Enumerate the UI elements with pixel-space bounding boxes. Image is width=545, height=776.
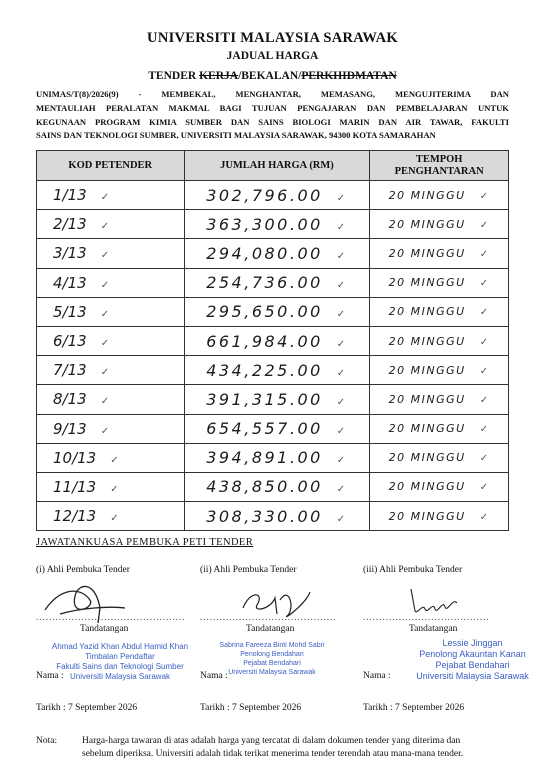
member-1-title: (i) Ahli Pembuka Tender bbox=[36, 565, 130, 575]
member-2-date: Tarikh : 7 September 2026 bbox=[200, 703, 302, 713]
header-kod-petender: KOD PETENDER bbox=[37, 151, 185, 181]
check-mark-icon: ✓ bbox=[336, 309, 348, 321]
committee-heading: JAWATANKUASA PEMBUKA PETI TENDER bbox=[36, 537, 254, 548]
cell-jumlah-harga: 391,315.00 ✓ bbox=[184, 385, 370, 414]
member-2-stamp-dept: Pejabat Bendahari bbox=[243, 660, 301, 667]
cell-kod-petender: 11/13 ✓ bbox=[37, 472, 185, 501]
university-title: UNIVERSITI MALAYSIA SARAWAK bbox=[147, 30, 398, 46]
header-tempoh-penghantaran bbox=[370, 151, 509, 181]
check-mark-icon: ✓ bbox=[100, 425, 110, 437]
check-mark-icon: ✓ bbox=[336, 396, 348, 408]
check-mark-icon: ✓ bbox=[479, 190, 490, 202]
check-mark-icon: ✓ bbox=[336, 338, 348, 350]
price-table bbox=[36, 150, 509, 531]
check-mark-icon: ✓ bbox=[110, 483, 119, 495]
cell-kod-petender: 6/13 ✓ bbox=[37, 326, 185, 355]
check-mark-icon: ✓ bbox=[100, 192, 110, 204]
member-1-stamp-dept: Fakulti Sains dan Teknologi Sumber bbox=[56, 662, 184, 671]
cell-tempoh-penghantaran: 20 MINGGU ✓ bbox=[370, 414, 509, 443]
cell-jumlah-harga: 308,330.00 ✓ bbox=[184, 502, 370, 531]
check-mark-icon: ✓ bbox=[100, 338, 110, 350]
description-line-3: KEGUNAAN PROGRAM KIMIA SUMBER DAN SAINS BIOLOGI MARIN DAN AIR TAWAR, FAKULTI bbox=[36, 116, 509, 127]
signature-line-1: .............................................. bbox=[36, 612, 186, 622]
cell-jumlah-harga: 294,080.00 ✓ bbox=[184, 239, 370, 268]
cell-tempoh-penghantaran: 20 MINGGU ✓ bbox=[370, 472, 509, 501]
check-mark-icon: ✓ bbox=[336, 484, 348, 496]
check-mark-icon: ✓ bbox=[336, 280, 348, 292]
member-2-name-label: Nama : bbox=[200, 671, 228, 681]
member-3-stamp bbox=[400, 638, 545, 682]
check-mark-icon: ✓ bbox=[110, 513, 119, 525]
member-2-stamp bbox=[212, 641, 332, 677]
check-mark-icon: ✓ bbox=[479, 307, 490, 319]
table-row bbox=[37, 356, 509, 385]
cell-jumlah-harga: 661,984.00 ✓ bbox=[184, 326, 370, 355]
table-row bbox=[37, 472, 509, 501]
check-mark-icon: ✓ bbox=[100, 367, 110, 379]
table-row bbox=[37, 239, 509, 268]
tender-prefix: TENDER bbox=[148, 70, 197, 82]
tender-description bbox=[36, 88, 509, 143]
member-1-name-label: Nama : bbox=[36, 671, 64, 681]
check-mark-icon: ✓ bbox=[479, 336, 490, 348]
check-mark-icon: ✓ bbox=[100, 279, 110, 291]
table-row bbox=[37, 326, 509, 355]
check-mark-icon: ✓ bbox=[479, 424, 490, 436]
member-1-stamp bbox=[40, 642, 200, 682]
member-3-date: Tarikh : 7 September 2026 bbox=[363, 703, 465, 713]
cell-tempoh-penghantaran: 20 MINGGU ✓ bbox=[370, 181, 509, 210]
note-text bbox=[82, 735, 522, 761]
check-mark-icon: ✓ bbox=[479, 365, 490, 377]
tender-option-kerja: KERJA bbox=[199, 70, 239, 82]
tender-option-bekalan: /BEKALAN/ bbox=[238, 70, 302, 82]
check-mark-icon: ✓ bbox=[336, 192, 348, 204]
table-row bbox=[37, 502, 509, 531]
check-mark-icon: ✓ bbox=[336, 221, 348, 233]
header-tempoh-line1: TEMPOH bbox=[415, 153, 463, 165]
check-mark-icon: ✓ bbox=[336, 367, 348, 379]
cell-kod-petender: 8/13 ✓ bbox=[37, 385, 185, 414]
tender-type-line bbox=[0, 70, 545, 82]
member-1-stamp-position: Timbalan Pendaftar bbox=[85, 652, 155, 661]
check-mark-icon: ✓ bbox=[479, 394, 490, 406]
description-line-4: SAINS DAN TEKNOLOGI SUMBER, UNIVERSITI MALAYSIA SARAWAK, 94300 KOTA SAMARAHAN bbox=[36, 130, 436, 141]
header-jumlah-harga: JUMLAH HARGA (RM) bbox=[184, 151, 370, 181]
header-tempoh-line2: PENGHANTARAN bbox=[394, 165, 484, 177]
signature-line-2: .......................................... bbox=[200, 612, 337, 622]
cell-tempoh-penghantaran: 20 MINGGU ✓ bbox=[370, 326, 509, 355]
member-2-title: (ii) Ahli Pembuka Tender bbox=[200, 565, 297, 575]
member-3-stamp-dept: Pejabat Bendahari bbox=[435, 660, 510, 670]
signature-line-3: ....................................... bbox=[363, 612, 490, 622]
cell-jumlah-harga: 254,736.00 ✓ bbox=[184, 268, 370, 297]
cell-tempoh-penghantaran: 20 MINGGU ✓ bbox=[370, 502, 509, 531]
member-2-signed-label: Tandatangan bbox=[246, 624, 295, 634]
cell-kod-petender: 10/13 ✓ bbox=[37, 443, 185, 472]
cell-kod-petender: 9/13 ✓ bbox=[37, 414, 185, 443]
check-mark-icon: ✓ bbox=[100, 221, 110, 233]
member-1-signed-label: Tandatangan bbox=[80, 624, 129, 634]
cell-kod-petender: 2/13 ✓ bbox=[37, 210, 185, 239]
cell-jumlah-harga: 302,796.00 ✓ bbox=[184, 181, 370, 210]
check-mark-icon: ✓ bbox=[479, 482, 490, 494]
member-2-stamp-org: Universiti Malaysia Sarawak bbox=[228, 669, 316, 676]
member-2-stamp-name: Sabrina Fareeza Binti Mohd Sabri bbox=[219, 642, 325, 649]
check-mark-icon: ✓ bbox=[479, 248, 490, 260]
member-1-stamp-name: Ahmad Yazid Khan Abdul Hamid Khan bbox=[51, 642, 189, 651]
cell-jumlah-harga: 438,850.00 ✓ bbox=[184, 472, 370, 501]
cell-kod-petender: 3/13 ✓ bbox=[37, 239, 185, 268]
check-mark-icon: ✓ bbox=[336, 250, 348, 262]
cell-kod-petender: 4/13 ✓ bbox=[37, 268, 185, 297]
cell-tempoh-penghantaran: 20 MINGGU ✓ bbox=[370, 210, 509, 239]
check-mark-icon: ✓ bbox=[110, 454, 119, 466]
cell-tempoh-penghantaran: 20 MINGGU ✓ bbox=[370, 297, 509, 326]
table-header-row bbox=[37, 151, 509, 181]
description-line-1: UNIMAS/T(8)/2026(9) - MEMBEKAL, MENGHANTAR, MEMASANG, MENGUJITERIMA DAN bbox=[36, 89, 509, 99]
tender-option-perkhidmatan: PERKHIDMATAN bbox=[301, 70, 397, 82]
table-row bbox=[37, 297, 509, 326]
cell-tempoh-penghantaran: 20 MINGGU ✓ bbox=[370, 268, 509, 297]
check-mark-icon: ✓ bbox=[479, 453, 490, 465]
check-mark-icon: ✓ bbox=[336, 513, 348, 525]
table-body bbox=[37, 181, 509, 531]
cell-kod-petender: 5/13 ✓ bbox=[37, 297, 185, 326]
check-mark-icon: ✓ bbox=[479, 511, 490, 523]
member-3-stamp-position: Penolong Akauntan Kanan bbox=[419, 649, 526, 659]
cell-jumlah-harga: 434,225.00 ✓ bbox=[184, 356, 370, 385]
member-3-name-label: Nama : bbox=[363, 671, 391, 681]
member-2-stamp-position: Penolong Bendahari bbox=[240, 651, 304, 658]
cell-tempoh-penghantaran: 20 MINGGU ✓ bbox=[370, 356, 509, 385]
check-mark-icon: ✓ bbox=[100, 250, 110, 262]
check-mark-icon: ✓ bbox=[100, 308, 110, 320]
cell-tempoh-penghantaran: 20 MINGGU ✓ bbox=[370, 385, 509, 414]
cell-kod-petender: 12/13 ✓ bbox=[37, 502, 185, 531]
note-label: Nota: bbox=[36, 736, 58, 746]
table-row bbox=[37, 414, 509, 443]
cell-jumlah-harga: 295,650.00 ✓ bbox=[184, 297, 370, 326]
member-3-title: (iii) Ahli Pembuka Tender bbox=[363, 565, 463, 575]
cell-jumlah-harga: 394,891.00 ✓ bbox=[184, 443, 370, 472]
table-row bbox=[37, 210, 509, 239]
description-line-2: MENTAULIAH PERALATAN MAKMAL BAGI TUJUAN PENGAJARAN DAN PEMBELAJARAN UNTUK bbox=[36, 102, 509, 113]
member-3-signed-label: Tandatangan bbox=[409, 624, 458, 634]
cell-tempoh-penghantaran: 20 MINGGU ✓ bbox=[370, 239, 509, 268]
check-mark-icon: ✓ bbox=[479, 219, 490, 231]
note-line-1: Harga-harga tawaran di atas adalah harga yang tercatat di dalam dokumen tender yang diterima dan bbox=[82, 736, 461, 746]
cell-tempoh-penghantaran: 20 MINGGU ✓ bbox=[370, 443, 509, 472]
member-1-stamp-org: Universiti Malaysia Sarawak bbox=[69, 672, 171, 681]
cell-jumlah-harga: 363,300.00 ✓ bbox=[184, 210, 370, 239]
table-row bbox=[37, 385, 509, 414]
check-mark-icon: ✓ bbox=[336, 426, 348, 438]
check-mark-icon: ✓ bbox=[479, 278, 490, 290]
check-mark-icon: ✓ bbox=[336, 455, 348, 467]
cell-jumlah-harga: 654,557.00 ✓ bbox=[184, 414, 370, 443]
table-row bbox=[37, 181, 509, 210]
note-line-2: sebelum diperiksa. Universiti adalah tidak terikat menerima tender terendah atau mana-mana tender. bbox=[82, 749, 464, 759]
cell-kod-petender: 7/13 ✓ bbox=[37, 356, 185, 385]
cell-kod-petender: 1/13 ✓ bbox=[37, 181, 185, 210]
member-3-stamp-name: Lessie Jinggan bbox=[442, 638, 503, 648]
member-3-stamp-org: Universiti Malaysia Sarawak bbox=[416, 671, 529, 681]
member-1-date: Tarikh : 7 September 2026 bbox=[36, 703, 138, 713]
table-row bbox=[37, 443, 509, 472]
check-mark-icon: ✓ bbox=[100, 396, 110, 408]
table-row bbox=[37, 268, 509, 297]
document-subtitle: JADUAL HARGA bbox=[226, 50, 319, 62]
